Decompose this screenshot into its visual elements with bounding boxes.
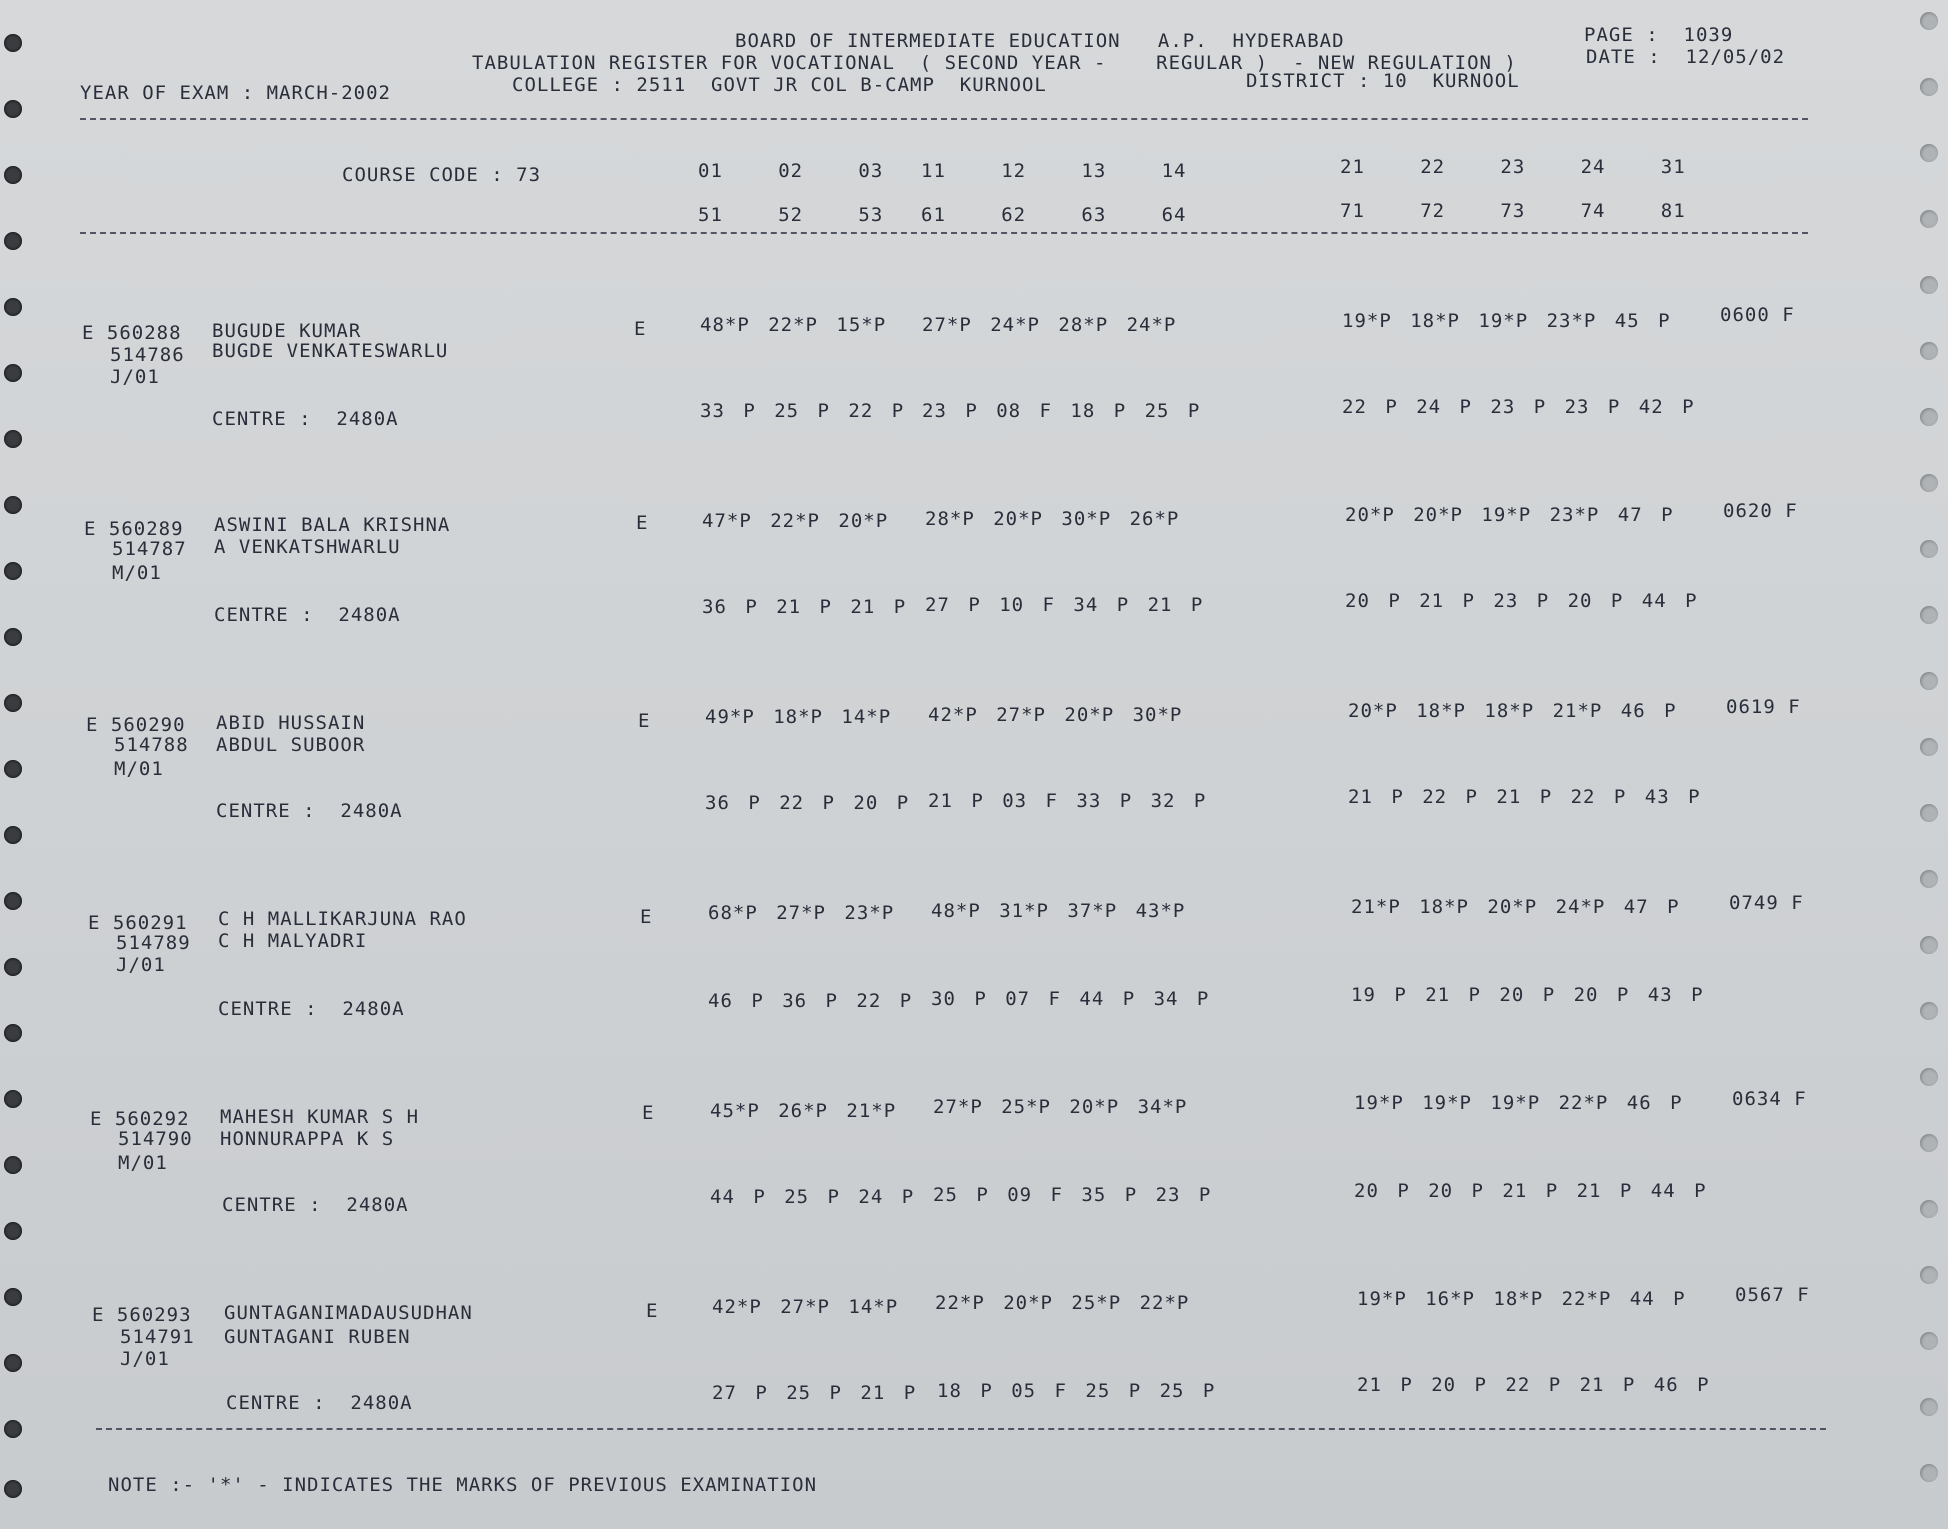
hole-icon [1920,606,1938,624]
previous-marks-group-a: 36 P 21 P 21 P [702,596,907,618]
student-name: ASWINI BALA KRISHNA [214,514,451,536]
hall-ticket-number: E 560288 [82,322,182,344]
current-marks-group-c: 19*P 19*P 19*P 22*P 46 P [1354,1092,1683,1114]
current-marks-group-c: 20*P 18*P 18*P 21*P 46 P [1348,700,1677,722]
previous-marks-group-b: 27 P 10 F 34 P 21 P [925,594,1204,616]
hall-ticket-number: E 560290 [86,714,186,736]
current-marks-group-c: 19*P 16*P 18*P 22*P 44 P [1357,1288,1686,1310]
hole-icon [1920,1134,1938,1152]
previous-marks-group-c: 21 P 22 P 21 P 22 P 43 P [1348,786,1701,808]
district-line: DISTRICT : 10 KURNOOL [1246,70,1520,92]
medium: E [638,710,651,732]
centre-code: CENTRE : 2480A [226,1392,413,1414]
hole-icon [4,1090,22,1108]
total-result: 0619 F [1726,696,1801,718]
father-name: HONNURAPPA K S [220,1128,395,1150]
previous-marks-group-c: 19 P 21 P 20 P 20 P 43 P [1351,984,1704,1006]
hole-icon [4,760,22,778]
hole-icon [4,826,22,844]
student-name: ABID HUSSAIN [216,712,366,734]
current-marks-group-c: 20*P 20*P 19*P 23*P 47 P [1345,504,1674,526]
hole-icon [4,364,22,382]
hole-icon [4,430,22,448]
column-codes-row2-group-a: 51 52 53 [698,204,884,226]
group-code: M/01 [114,758,164,780]
registration-number: 514786 [110,344,185,366]
hole-icon [1920,936,1938,954]
current-marks-group-a: 45*P 26*P 21*P [710,1100,897,1122]
current-marks-group-b: 28*P 20*P 30*P 26*P [925,508,1180,530]
hole-icon [1920,672,1938,690]
medium: E [634,318,647,340]
college-line: COLLEGE : 2511 GOVT JR COL B-CAMP KURNOOL [512,74,1047,96]
hole-icon [4,1024,22,1042]
group-code: J/01 [120,1348,170,1370]
hole-icon [4,298,22,316]
previous-marks-group-b: 18 P 05 F 25 P 25 P [937,1380,1216,1402]
centre-code: CENTRE : 2480A [218,998,405,1020]
centre-code: CENTRE : 2480A [216,800,403,822]
student-name: GUNTAGANIMADAUSUDHAN [224,1302,473,1324]
hall-ticket-number: E 560293 [92,1304,192,1326]
current-marks-group-a: 47*P 22*P 20*P [702,510,889,532]
group-code: J/01 [110,366,160,388]
centre-code: CENTRE : 2480A [212,408,399,430]
previous-marks-group-a: 36 P 22 P 20 P [705,792,910,814]
student-name: BUGUDE KUMAR [212,320,362,342]
hole-icon [1920,210,1938,228]
hole-icon [4,166,22,184]
registration-number: 514791 [120,1326,195,1348]
total-result: 0634 F [1732,1088,1807,1110]
course-code: COURSE CODE : 73 [342,164,542,186]
father-name: BUGDE VENKATESWARLU [212,340,449,362]
hole-icon [1920,1398,1938,1416]
hole-icon [1920,1332,1938,1350]
hole-icon [1920,1464,1938,1482]
current-marks-group-b: 22*P 20*P 25*P 22*P [935,1292,1190,1314]
hole-icon [4,562,22,580]
current-marks-group-b: 27*P 25*P 20*P 34*P [933,1096,1188,1118]
current-marks-group-a: 68*P 27*P 23*P [708,902,895,924]
hole-icon [1920,1068,1938,1086]
year-of-exam: YEAR OF EXAM : MARCH-2002 [80,82,391,104]
medium: E [646,1300,659,1322]
group-code: J/01 [116,954,166,976]
current-marks-group-a: 48*P 22*P 15*P [700,314,887,336]
hole-icon [1920,1002,1938,1020]
hole-icon [1920,78,1938,96]
total-result: 0600 F [1720,304,1795,326]
column-codes-row2-group-c: 71 72 73 74 81 [1340,200,1686,222]
medium: E [640,906,653,928]
previous-marks-group-a: 27 P 25 P 21 P [712,1382,917,1404]
registration-number: 514789 [116,932,191,954]
centre-code: CENTRE : 2480A [222,1194,409,1216]
divider [80,118,1808,120]
hole-icon [1920,342,1938,360]
hole-icon [4,1156,22,1174]
total-result: 0749 F [1729,892,1804,914]
hall-ticket-number: E 560289 [84,518,184,540]
divider [96,1428,1826,1430]
current-marks-group-b: 27*P 24*P 28*P 24*P [922,314,1177,336]
centre-code: CENTRE : 2480A [214,604,401,626]
previous-marks-group-b: 30 P 07 F 44 P 34 P [931,988,1210,1010]
print-date: DATE : 12/05/02 [1586,46,1786,68]
hole-icon [4,1480,22,1498]
hole-icon [1920,474,1938,492]
current-marks-group-a: 42*P 27*P 14*P [712,1296,899,1318]
hole-icon [4,496,22,514]
previous-marks-group-b: 21 P 03 F 33 P 32 P [928,790,1207,812]
father-name: GUNTAGANI RUBEN [224,1326,411,1348]
registration-number: 514788 [114,734,189,756]
hole-icon [4,100,22,118]
previous-marks-group-c: 21 P 20 P 22 P 21 P 46 P [1357,1374,1710,1396]
footnote: NOTE :- '*' - INDICATES THE MARKS OF PREVIOUS EXAMINATION [108,1474,818,1496]
current-marks-group-b: 48*P 31*P 37*P 43*P [931,900,1186,922]
previous-marks-group-c: 20 P 21 P 23 P 20 P 44 P [1345,590,1698,612]
hole-icon [4,1354,22,1372]
hole-icon [4,958,22,976]
group-code: M/01 [112,562,162,584]
hole-icon [1920,276,1938,294]
hole-icon [1920,408,1938,426]
previous-marks-group-c: 20 P 20 P 21 P 21 P 44 P [1354,1180,1707,1202]
medium: E [642,1102,655,1124]
current-marks-group-c: 19*P 18*P 19*P 23*P 45 P [1342,310,1671,332]
previous-marks-group-a: 33 P 25 P 22 P [700,400,905,422]
total-result: 0567 F [1735,1284,1810,1306]
page-number: PAGE : 1039 [1584,24,1734,46]
hole-icon [4,34,22,52]
previous-marks-group-c: 22 P 24 P 23 P 23 P 42 P [1342,396,1695,418]
student-name: C H MALLIKARJUNA RAO [218,908,467,930]
hole-icon [4,628,22,646]
hall-ticket-number: E 560292 [90,1108,190,1130]
column-codes-row1-group-a: 01 02 03 [698,160,884,182]
current-marks-group-b: 42*P 27*P 20*P 30*P [928,704,1183,726]
previous-marks-group-a: 44 P 25 P 24 P [710,1186,915,1208]
hole-icon [4,232,22,250]
current-marks-group-c: 21*P 18*P 20*P 24*P 47 P [1351,896,1680,918]
hole-icon [4,1222,22,1240]
column-codes-row1-group-b: 11 12 13 14 [921,160,1187,182]
student-name: MAHESH KUMAR S H [220,1106,420,1128]
left-perforation [0,0,40,1529]
father-name: C H MALYADRI [218,930,368,952]
group-code: M/01 [118,1152,168,1174]
hole-icon [4,694,22,712]
hole-icon [1920,12,1938,30]
hole-icon [1920,1266,1938,1284]
hole-icon [1920,804,1938,822]
register-title: TABULATION REGISTER FOR VOCATIONAL ( SECOND YEAR - REGULAR ) - NEW REGULATION ) [472,52,1517,74]
previous-marks-group-a: 46 P 36 P 22 P [708,990,913,1012]
registration-number: 514790 [118,1128,193,1150]
hole-icon [1920,540,1938,558]
previous-marks-group-b: 23 P 08 F 18 P 25 P [922,400,1201,422]
hole-icon [1920,738,1938,756]
medium: E [636,512,649,534]
hole-icon [4,892,22,910]
hall-ticket-number: E 560291 [88,912,188,934]
divider [80,232,1808,234]
registration-number: 514787 [112,538,187,560]
column-codes-row1-group-c: 21 22 23 24 31 [1340,156,1686,178]
hole-icon [4,1288,22,1306]
column-codes-row2-group-b: 61 62 63 64 [921,204,1187,226]
previous-marks-group-b: 25 P 09 F 35 P 23 P [933,1184,1212,1206]
father-name: ABDUL SUBOOR [216,734,366,756]
father-name: A VENKATSHWARLU [214,536,401,558]
board-title: BOARD OF INTERMEDIATE EDUCATION A.P. HYDERABAD [735,30,1345,52]
hole-icon [1920,870,1938,888]
right-perforation [1908,0,1948,1529]
hole-icon [4,1420,22,1438]
total-result: 0620 F [1723,500,1798,522]
current-marks-group-a: 49*P 18*P 14*P [705,706,892,728]
hole-icon [1920,1200,1938,1218]
hole-icon [1920,144,1938,162]
